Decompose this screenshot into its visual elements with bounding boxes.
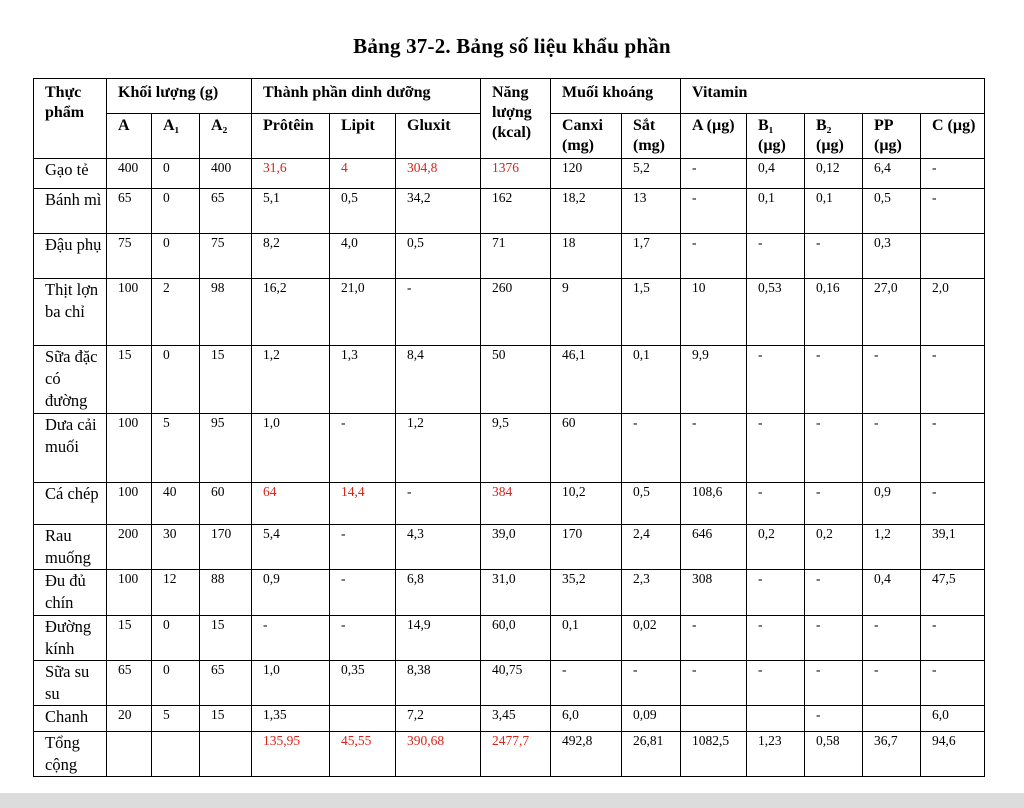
header-col-vit-a: A (µg) (681, 114, 747, 159)
value-cell: 60,0 (481, 616, 551, 661)
value-cell: - (863, 346, 921, 414)
value-cell: 15 (200, 346, 252, 414)
table-row (34, 234, 985, 279)
value-cell: - (681, 661, 747, 706)
value-cell: 8,4 (396, 346, 481, 414)
value-cell (747, 706, 805, 732)
value-cell: 36,7 (863, 732, 921, 777)
value-cell: - (921, 346, 985, 414)
food-name-cell: Dưa cải muối (34, 414, 107, 483)
value-cell: 15 (200, 706, 252, 732)
value-cell: 4,3 (396, 525, 481, 570)
value-cell: 0,16 (805, 279, 863, 346)
value-cell: - (921, 483, 985, 525)
table-row (34, 525, 985, 570)
header-vitamin-group: Vitamin (681, 79, 985, 114)
value-cell: - (681, 234, 747, 279)
header-minerals-group: Muối khoáng (551, 79, 681, 114)
value-cell: - (921, 616, 985, 661)
food-name-cell: Thịt lợn ba chỉ (34, 279, 107, 346)
value-cell: 646 (681, 525, 747, 570)
value-cell (863, 706, 921, 732)
header-col-vit-pp: PP (µg) (863, 114, 921, 159)
value-cell: - (805, 234, 863, 279)
header-col-a2: A₂ (200, 114, 252, 159)
header-col-calcium: Canxi (mg) (551, 114, 622, 159)
value-cell: 98 (200, 279, 252, 346)
value-cell: 6,8 (396, 570, 481, 616)
food-name-cell: Sữa đặc có đường (34, 346, 107, 414)
value-cell: 4 (330, 159, 396, 189)
table-row (34, 414, 985, 483)
value-cell: - (681, 414, 747, 483)
header-col-glucid: Gluxit (396, 114, 481, 159)
value-cell: 200 (107, 525, 152, 570)
header-col-iron: Sắt (mg) (622, 114, 681, 159)
value-cell: - (747, 570, 805, 616)
value-cell: 0,4 (747, 159, 805, 189)
value-cell: - (747, 414, 805, 483)
value-cell: 1,2 (252, 346, 330, 414)
value-cell: 1,2 (863, 525, 921, 570)
value-cell: - (396, 483, 481, 525)
value-cell: 35,2 (551, 570, 622, 616)
value-cell: 64 (252, 483, 330, 525)
value-cell: 120 (551, 159, 622, 189)
header-col-protein: Prôtêin (252, 114, 330, 159)
value-cell: - (551, 661, 622, 706)
value-cell: - (330, 414, 396, 483)
value-cell: 0,35 (330, 661, 396, 706)
value-cell: 162 (481, 189, 551, 234)
table-row (34, 706, 985, 732)
value-cell: 15 (107, 346, 152, 414)
value-cell: 40,75 (481, 661, 551, 706)
value-cell (200, 732, 252, 777)
value-cell: 100 (107, 483, 152, 525)
value-cell: - (805, 706, 863, 732)
value-cell: 0,09 (622, 706, 681, 732)
food-name-cell: Cá chép (34, 483, 107, 525)
food-name-cell: Tổng cộng (34, 732, 107, 777)
value-cell: 1,35 (252, 706, 330, 732)
value-cell: 4,0 (330, 234, 396, 279)
food-name-cell: Đu đủ chín (34, 570, 107, 616)
value-cell: 9 (551, 279, 622, 346)
table-row (34, 732, 985, 777)
value-cell: 0,9 (252, 570, 330, 616)
value-cell: 9,5 (481, 414, 551, 483)
value-cell: 492,8 (551, 732, 622, 777)
value-cell (107, 732, 152, 777)
value-cell: 0,5 (863, 189, 921, 234)
table-row (34, 189, 985, 234)
value-cell (330, 706, 396, 732)
value-cell: 13 (622, 189, 681, 234)
value-cell: 65 (107, 189, 152, 234)
value-cell: 65 (200, 661, 252, 706)
header-col-vit-b1: B₁ (µg) (747, 114, 805, 159)
value-cell: - (681, 616, 747, 661)
value-cell: - (747, 234, 805, 279)
value-cell: 31,0 (481, 570, 551, 616)
value-cell: - (747, 661, 805, 706)
value-cell: 14,9 (396, 616, 481, 661)
value-cell: 16,2 (252, 279, 330, 346)
value-cell: 1,3 (330, 346, 396, 414)
value-cell: 47,5 (921, 570, 985, 616)
table-row (34, 570, 985, 616)
value-cell: 39,1 (921, 525, 985, 570)
value-cell: 94,6 (921, 732, 985, 777)
value-cell: 1,0 (252, 414, 330, 483)
value-cell: 0,1 (805, 189, 863, 234)
value-cell: - (622, 661, 681, 706)
value-cell: 39,0 (481, 525, 551, 570)
value-cell: - (330, 570, 396, 616)
value-cell: 0,2 (805, 525, 863, 570)
value-cell: - (921, 189, 985, 234)
value-cell: - (681, 189, 747, 234)
value-cell: - (330, 616, 396, 661)
header-col-vit-c: C (µg) (921, 114, 985, 159)
value-cell: 2,4 (622, 525, 681, 570)
table-title: Bảng 37-2. Bảng số liệu khẩu phần (353, 34, 671, 58)
value-cell: - (805, 661, 863, 706)
header-col-a1: A₁ (152, 114, 200, 159)
value-cell: 0 (152, 159, 200, 189)
value-cell: 100 (107, 279, 152, 346)
value-cell: - (622, 414, 681, 483)
value-cell: 1,0 (252, 661, 330, 706)
value-cell: 390,68 (396, 732, 481, 777)
header-nutrition-group: Thành phần dinh dưỡng (252, 79, 481, 114)
value-cell: - (747, 616, 805, 661)
value-cell: 1,5 (622, 279, 681, 346)
value-cell: - (805, 414, 863, 483)
value-cell: 0,4 (863, 570, 921, 616)
value-cell: 60 (200, 483, 252, 525)
value-cell: 5,2 (622, 159, 681, 189)
header-col-lipid: Lipit (330, 114, 396, 159)
header-col-a: A (107, 114, 152, 159)
value-cell: - (330, 525, 396, 570)
value-cell: 0,3 (863, 234, 921, 279)
value-cell: 400 (107, 159, 152, 189)
value-cell: - (747, 483, 805, 525)
table-row (34, 616, 985, 661)
value-cell: 304,8 (396, 159, 481, 189)
value-cell: 26,81 (622, 732, 681, 777)
value-cell (681, 706, 747, 732)
value-cell: 21,0 (330, 279, 396, 346)
food-name-cell: Chanh (34, 706, 107, 732)
value-cell: 34,2 (396, 189, 481, 234)
value-cell: 6,4 (863, 159, 921, 189)
value-cell: 65 (107, 661, 152, 706)
value-cell: 0,5 (622, 483, 681, 525)
value-cell: 71 (481, 234, 551, 279)
value-cell: - (805, 483, 863, 525)
value-cell: 0,2 (747, 525, 805, 570)
value-cell (152, 732, 200, 777)
value-cell: 9,9 (681, 346, 747, 414)
value-cell: 95 (200, 414, 252, 483)
value-cell: 0 (152, 616, 200, 661)
value-cell: 14,4 (330, 483, 396, 525)
value-cell: - (921, 159, 985, 189)
value-cell: 0 (152, 234, 200, 279)
value-cell: 75 (107, 234, 152, 279)
value-cell: 2 (152, 279, 200, 346)
value-cell: 1,23 (747, 732, 805, 777)
table-row (34, 159, 985, 189)
value-cell: 6,0 (551, 706, 622, 732)
value-cell: 0,1 (551, 616, 622, 661)
food-name-cell: Sữa su su (34, 661, 107, 706)
value-cell: 170 (200, 525, 252, 570)
value-cell: 88 (200, 570, 252, 616)
value-cell: 260 (481, 279, 551, 346)
value-cell: 1082,5 (681, 732, 747, 777)
value-cell: 1376 (481, 159, 551, 189)
value-cell: 65 (200, 189, 252, 234)
value-cell: 400 (200, 159, 252, 189)
table-row (34, 661, 985, 706)
value-cell: 46,1 (551, 346, 622, 414)
value-cell: 2,3 (622, 570, 681, 616)
value-cell: 3,45 (481, 706, 551, 732)
value-cell: 108,6 (681, 483, 747, 525)
value-cell: - (805, 616, 863, 661)
value-cell: 100 (107, 570, 152, 616)
value-cell: - (681, 159, 747, 189)
value-cell: 0,5 (396, 234, 481, 279)
value-cell: - (252, 616, 330, 661)
value-cell: 18,2 (551, 189, 622, 234)
value-cell: 6,0 (921, 706, 985, 732)
value-cell: 384 (481, 483, 551, 525)
food-name-cell: Gạo tẻ (34, 159, 107, 189)
value-cell: 40 (152, 483, 200, 525)
food-name-cell: Đường kính (34, 616, 107, 661)
value-cell: 0 (152, 189, 200, 234)
page-bottom-edge (0, 793, 1024, 808)
header-col-vit-b2: B₂ (µg) (805, 114, 863, 159)
nutrition-table (33, 78, 985, 777)
value-cell: 1,2 (396, 414, 481, 483)
table-row (34, 279, 985, 346)
value-cell: 7,2 (396, 706, 481, 732)
value-cell: 10,2 (551, 483, 622, 525)
table-row (34, 483, 985, 525)
value-cell: 5 (152, 706, 200, 732)
value-cell: 0 (152, 346, 200, 414)
header-food: Thực phẩm (34, 79, 107, 159)
value-cell: 0,5 (330, 189, 396, 234)
value-cell: 8,38 (396, 661, 481, 706)
food-name-cell: Rau muống (34, 525, 107, 570)
header-energy: Năng lượng (kcal) (481, 79, 551, 159)
header-row-group (34, 79, 985, 114)
food-name-cell: Đậu phụ (34, 234, 107, 279)
value-cell: 45,55 (330, 732, 396, 777)
table-row (34, 346, 985, 414)
value-cell: 31,6 (252, 159, 330, 189)
value-cell: - (805, 570, 863, 616)
value-cell: 27,0 (863, 279, 921, 346)
food-name-cell: Bánh mì (34, 189, 107, 234)
value-cell: 5,4 (252, 525, 330, 570)
value-cell: 12 (152, 570, 200, 616)
value-cell: 0,02 (622, 616, 681, 661)
value-cell (921, 234, 985, 279)
value-cell: - (921, 661, 985, 706)
value-cell: 308 (681, 570, 747, 616)
value-cell: 20 (107, 706, 152, 732)
value-cell: 5,1 (252, 189, 330, 234)
value-cell: 15 (200, 616, 252, 661)
value-cell: 0,1 (747, 189, 805, 234)
value-cell: 5 (152, 414, 200, 483)
value-cell: 50 (481, 346, 551, 414)
value-cell: 0,12 (805, 159, 863, 189)
value-cell: 135,95 (252, 732, 330, 777)
value-cell: 30 (152, 525, 200, 570)
value-cell: 0 (152, 661, 200, 706)
value-cell: 1,7 (622, 234, 681, 279)
value-cell: 60 (551, 414, 622, 483)
value-cell: 0,9 (863, 483, 921, 525)
header-weight-group: Khối lượng (g) (107, 79, 252, 114)
value-cell: 2,0 (921, 279, 985, 346)
value-cell: - (863, 414, 921, 483)
value-cell: 8,2 (252, 234, 330, 279)
value-cell: 100 (107, 414, 152, 483)
value-cell: 170 (551, 525, 622, 570)
value-cell: 0,1 (622, 346, 681, 414)
value-cell: 2477,7 (481, 732, 551, 777)
value-cell: 15 (107, 616, 152, 661)
value-cell: 10 (681, 279, 747, 346)
value-cell: - (805, 346, 863, 414)
value-cell: 0,53 (747, 279, 805, 346)
value-cell: 18 (551, 234, 622, 279)
value-cell: - (747, 346, 805, 414)
value-cell: 0,58 (805, 732, 863, 777)
value-cell: - (921, 414, 985, 483)
value-cell: - (396, 279, 481, 346)
value-cell: 75 (200, 234, 252, 279)
value-cell: - (863, 661, 921, 706)
value-cell: - (863, 616, 921, 661)
